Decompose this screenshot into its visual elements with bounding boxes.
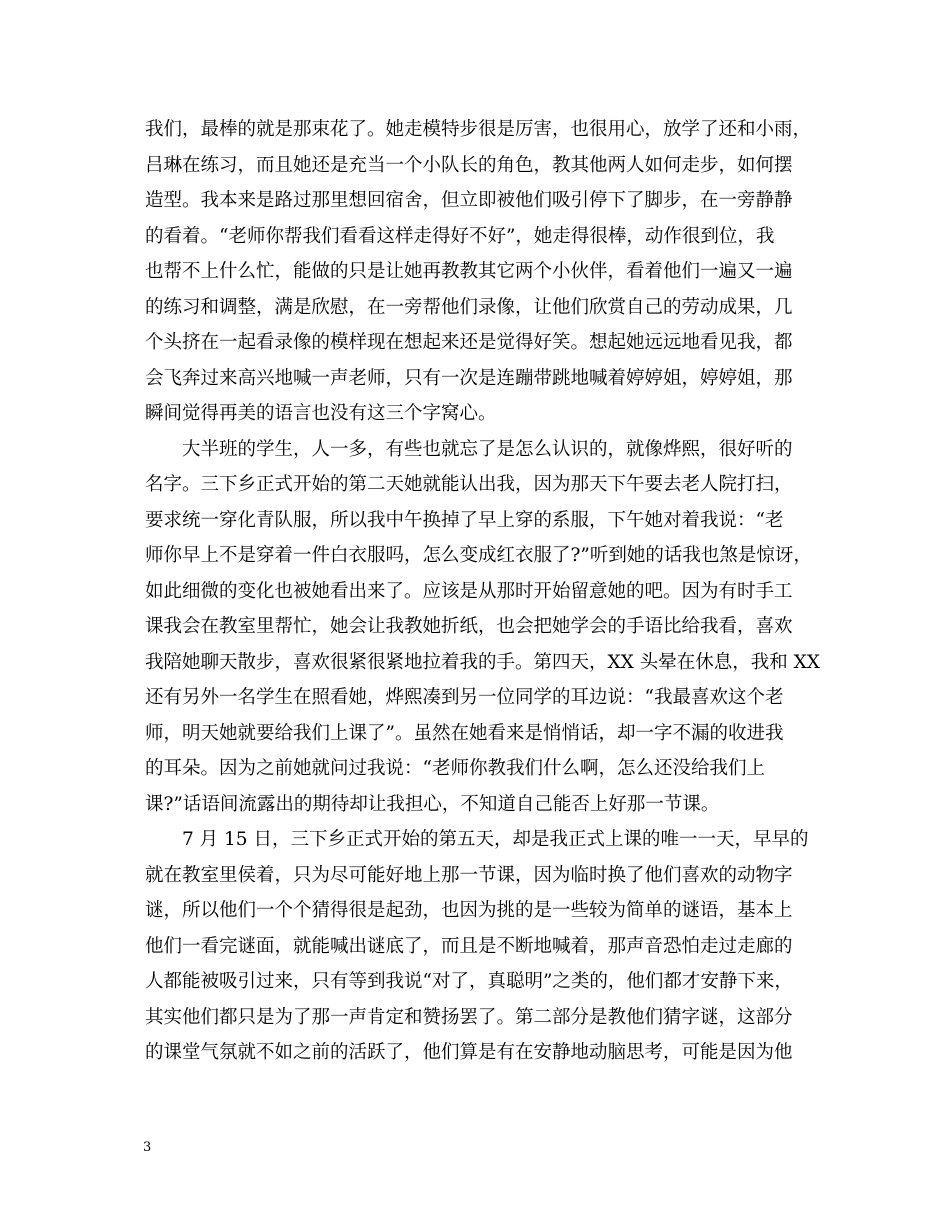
text-line: 吕琳在练习，而且她还是充当一个小队长的角色，教其他两人如何走步，如何摆 bbox=[145, 154, 793, 176]
text-line: 造型。我本来是路过那里想回宿舍，但立即被他们吸引停下了脚步，在一旁静静 bbox=[145, 190, 793, 211]
page-number: 3 bbox=[143, 1140, 152, 1155]
text-line: 名字。三下乡正式开始的第二天她就能认出我，因为那天下午要去老人院打扫， bbox=[145, 474, 793, 495]
text-line: 人都能被吸引过来，只有等到我说“对了，真聪明”之类的，他们都才安静下来， bbox=[145, 971, 793, 992]
text-line: 师你早上不是穿着一件白衣服吗，怎么变成红衣服了?”听到她的话我也煞是惊讶， bbox=[145, 545, 812, 566]
text-line: 他们一看完谜面，就能喊出谜底了，而且是不断地喊着，那声音恐怕走过走廊的 bbox=[145, 935, 793, 957]
text-line: 的课堂气氛就不如之前的活跃了，他们算是有在安静地动脑思考，可能是因为他 bbox=[145, 1042, 793, 1063]
text-line: 如此细微的变化也被她看出来了。应该是从那时开始留意她的吧。因为有时手工 bbox=[145, 580, 793, 602]
text-line: 就在教室里侯着，只为尽可能好地上那一节课，因为临时换了他们喜欢的动物字 bbox=[145, 864, 793, 886]
text-line: 瞬间觉得再美的语言也没有这三个字窝心。 bbox=[145, 403, 497, 424]
text-line: 的耳朵。因为之前她就问过我说：“老师你教我们什么啊，怎么还没给我们上 bbox=[145, 758, 765, 779]
text-line-first: 大半班的学生，人一多，有些也就忘了是怎么认识的，就像烨熙，很好听的 bbox=[182, 438, 793, 460]
text-line: 的看着。“老师你帮我们看看这样走得好不好”，她走得很棒，动作很到位，我 bbox=[145, 225, 775, 247]
paragraph-1 bbox=[145, 112, 812, 432]
text-line-first: 7 月 15 日，三下乡正式开始的第五天，却是我正式上课的唯一一天，早早的 bbox=[182, 829, 809, 850]
text-line: 谜，所以他们一个个猜得很是起劲，也因为挑的是一些较为简单的谜语，基本上 bbox=[145, 900, 793, 921]
text-line: 课我会在教室里帮忙，她会让我教她折纸，也会把她学会的手语比给我看，喜欢 bbox=[145, 616, 793, 637]
text-line: 其实他们都只是为了那一声肯定和赞扬罢了。第二部分是教他们猜字谜，这部分 bbox=[145, 1006, 793, 1028]
paragraph-2 bbox=[145, 432, 820, 823]
text-line: 会飞奔过来高兴地喊一声老师，只有一次是连蹦带跳地喊着婷婷姐，婷婷姐，那 bbox=[145, 367, 793, 389]
text-line: 还有另外一名学生在照看她，烨熙凑到另一位同学的耳边说：“我最喜欢这个老 bbox=[145, 687, 784, 708]
text-line: 也帮不上什么忙，能做的只是让她再教教其它两个小伙伴，看着他们一遍又一遍 bbox=[145, 261, 793, 282]
text-line: 课?”话语间流露出的期待却让我担心，不知道自己能否上好那一节课。 bbox=[145, 793, 720, 815]
text-line: 个头挤在一起看录像的模样现在想起来还是觉得好笑。想起她远远地看见我，都 bbox=[145, 332, 793, 353]
text-line: 我们，最棒的就是那束花了。她走模特步很是厉害，也很用心，放学了还和小雨， bbox=[145, 119, 812, 140]
paragraph-3 bbox=[145, 822, 809, 1071]
text-line: 的练习和调整，满是欣慰，在一旁帮他们录像，让他们欣赏自己的劳动成果，几 bbox=[145, 296, 793, 318]
text-line: 师，明天她就要给我们上课了”。虽然在她看来是悄悄话，却一字不漏的收进我 bbox=[145, 722, 784, 744]
text-line: 我陪她聊天散步，喜欢很紧很紧地拉着我的手。第四天，XX 头晕在休息，我和 XX bbox=[145, 651, 820, 673]
text-line: 要求统一穿化青队服，所以我中午换掉了早上穿的系服，下午她对着我说：“老 bbox=[145, 509, 784, 531]
body-text bbox=[145, 112, 820, 1071]
